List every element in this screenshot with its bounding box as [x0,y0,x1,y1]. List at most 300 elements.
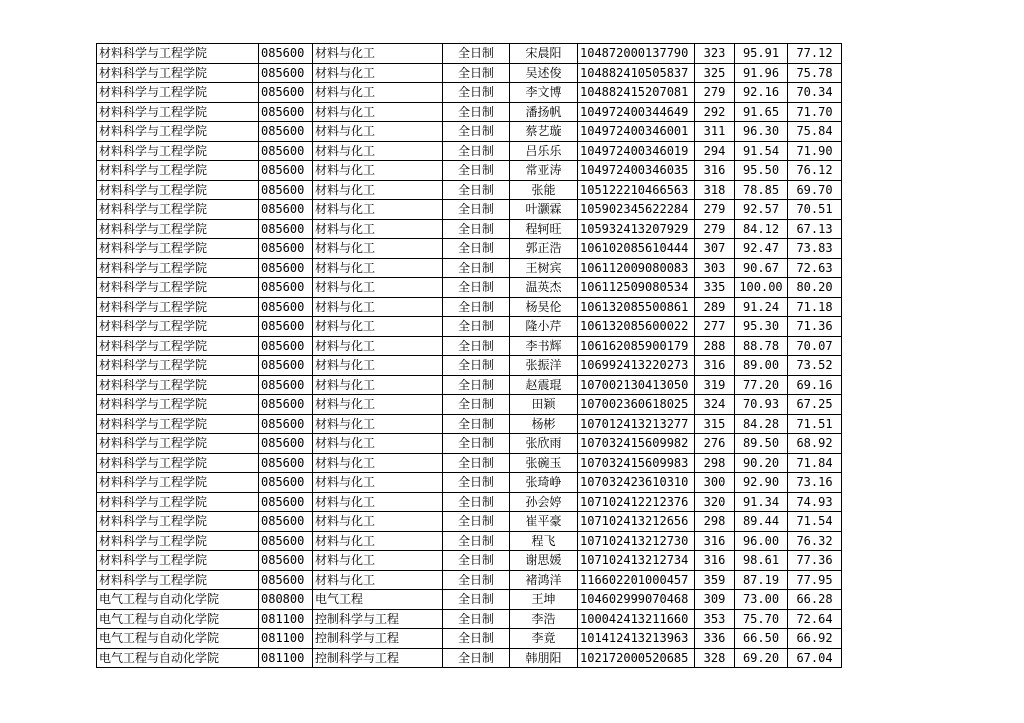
initial-score-cell: 319 [695,375,735,395]
student-name-cell: 张琦峥 [510,473,578,493]
student-name-cell: 程飞 [510,531,578,551]
major-code-cell: 085600 [259,239,313,259]
exam-id-cell: 107002130413050 [578,375,695,395]
study-mode-cell: 全日制 [443,375,510,395]
table-row [97,375,842,395]
total-score-cell: 70.07 [788,336,842,356]
exam-id-cell: 106132085600022 [578,317,695,337]
exam-id-cell: 106162085900179 [578,336,695,356]
initial-score-cell: 320 [695,492,735,512]
table-row [97,258,842,278]
total-score-cell: 77.36 [788,551,842,571]
major-code-cell: 085600 [259,122,313,142]
major-code-cell: 085600 [259,453,313,473]
student-name-cell: 吴述俊 [510,63,578,83]
student-name-cell: 张欣雨 [510,434,578,454]
student-name-cell: 潘扬帆 [510,102,578,122]
exam-id-cell: 106112509080534 [578,278,695,298]
exam-id-cell: 107032415609982 [578,434,695,454]
major-cell: 材料与化工 [313,570,443,590]
table-row [97,219,842,239]
major-code-cell: 085600 [259,375,313,395]
major-cell: 材料与化工 [313,278,443,298]
study-mode-cell: 全日制 [443,551,510,571]
table-row [97,356,842,376]
study-mode-cell: 全日制 [443,648,510,668]
retest-score-cell: 92.16 [735,83,788,103]
college-cell: 材料科学与工程学院 [97,180,259,200]
student-name-cell: 程轲旺 [510,219,578,239]
initial-score-cell: 289 [695,297,735,317]
study-mode-cell: 全日制 [443,531,510,551]
student-name-cell: 李竟 [510,629,578,649]
exam-id-cell: 105122210466563 [578,180,695,200]
total-score-cell: 69.16 [788,375,842,395]
retest-score-cell: 91.24 [735,297,788,317]
total-score-cell: 67.25 [788,395,842,415]
student-name-cell: 李浩 [510,609,578,629]
retest-score-cell: 84.28 [735,414,788,434]
total-score-cell: 66.28 [788,590,842,610]
major-cell: 控制科学与工程 [313,609,443,629]
major-code-cell: 081100 [259,609,313,629]
major-cell: 材料与化工 [313,434,443,454]
exam-id-cell: 102172000520685 [578,648,695,668]
initial-score-cell: 316 [695,356,735,376]
total-score-cell: 71.18 [788,297,842,317]
major-cell: 材料与化工 [313,239,443,259]
retest-score-cell: 70.93 [735,395,788,415]
college-cell: 材料科学与工程学院 [97,453,259,473]
retest-score-cell: 92.57 [735,200,788,220]
major-cell: 材料与化工 [313,63,443,83]
table-row [97,278,842,298]
major-cell: 材料与化工 [313,44,443,64]
total-score-cell: 66.92 [788,629,842,649]
total-score-cell: 77.12 [788,44,842,64]
college-cell: 材料科学与工程学院 [97,434,259,454]
study-mode-cell: 全日制 [443,180,510,200]
major-code-cell: 080800 [259,590,313,610]
study-mode-cell: 全日制 [443,83,510,103]
initial-score-cell: 279 [695,200,735,220]
college-cell: 材料科学与工程学院 [97,278,259,298]
retest-score-cell: 89.50 [735,434,788,454]
table-row [97,531,842,551]
major-cell: 材料与化工 [313,200,443,220]
major-cell: 材料与化工 [313,317,443,337]
table-row [97,590,842,610]
retest-score-cell: 91.54 [735,141,788,161]
exam-id-cell: 101412413213963 [578,629,695,649]
exam-id-cell: 105932413207929 [578,219,695,239]
initial-score-cell: 279 [695,83,735,103]
retest-score-cell: 75.70 [735,609,788,629]
college-cell: 材料科学与工程学院 [97,83,259,103]
college-cell: 材料科学与工程学院 [97,551,259,571]
student-name-cell: 张能 [510,180,578,200]
retest-score-cell: 95.50 [735,161,788,181]
major-code-cell: 081100 [259,648,313,668]
table-row [97,629,842,649]
exam-id-cell: 107032423610310 [578,473,695,493]
table-row [97,297,842,317]
college-cell: 材料科学与工程学院 [97,512,259,532]
table-row [97,453,842,473]
exam-id-cell: 104972400344649 [578,102,695,122]
exam-id-cell: 104872000137790 [578,44,695,64]
exam-id-cell: 104972400346001 [578,122,695,142]
college-cell: 材料科学与工程学院 [97,258,259,278]
initial-score-cell: 316 [695,161,735,181]
table-body [97,44,842,668]
major-cell: 材料与化工 [313,453,443,473]
college-cell: 材料科学与工程学院 [97,141,259,161]
major-code-cell: 085600 [259,258,313,278]
major-code-cell: 085600 [259,336,313,356]
initial-score-cell: 294 [695,141,735,161]
total-score-cell: 69.70 [788,180,842,200]
exam-id-cell: 107102412212376 [578,492,695,512]
study-mode-cell: 全日制 [443,336,510,356]
study-mode-cell: 全日制 [443,102,510,122]
table-row [97,200,842,220]
college-cell: 材料科学与工程学院 [97,317,259,337]
initial-score-cell: 336 [695,629,735,649]
total-score-cell: 68.92 [788,434,842,454]
major-cell: 材料与化工 [313,297,443,317]
study-mode-cell: 全日制 [443,570,510,590]
exam-id-cell: 107102413212734 [578,551,695,571]
initial-score-cell: 328 [695,648,735,668]
major-cell: 材料与化工 [313,551,443,571]
student-name-cell: 张碗玉 [510,453,578,473]
college-cell: 材料科学与工程学院 [97,161,259,181]
retest-score-cell: 95.91 [735,44,788,64]
major-cell: 控制科学与工程 [313,629,443,649]
major-cell: 材料与化工 [313,219,443,239]
study-mode-cell: 全日制 [443,317,510,337]
initial-score-cell: 277 [695,317,735,337]
student-name-cell: 韩朋阳 [510,648,578,668]
table-row [97,141,842,161]
college-cell: 电气工程与自动化学院 [97,648,259,668]
major-cell: 材料与化工 [313,161,443,181]
major-code-cell: 085600 [259,492,313,512]
major-code-cell: 085600 [259,278,313,298]
table-row [97,609,842,629]
total-score-cell: 73.83 [788,239,842,259]
study-mode-cell: 全日制 [443,434,510,454]
major-cell: 材料与化工 [313,180,443,200]
study-mode-cell: 全日制 [443,200,510,220]
student-name-cell: 吕乐乐 [510,141,578,161]
student-name-cell: 赵震琨 [510,375,578,395]
total-score-cell: 80.20 [788,278,842,298]
study-mode-cell: 全日制 [443,414,510,434]
table-row [97,434,842,454]
initial-score-cell: 316 [695,531,735,551]
total-score-cell: 74.93 [788,492,842,512]
college-cell: 材料科学与工程学院 [97,336,259,356]
retest-score-cell: 88.78 [735,336,788,356]
major-cell: 控制科学与工程 [313,648,443,668]
student-name-cell: 温英杰 [510,278,578,298]
total-score-cell: 71.84 [788,453,842,473]
college-cell: 电气工程与自动化学院 [97,629,259,649]
retest-score-cell: 96.30 [735,122,788,142]
student-name-cell: 李书辉 [510,336,578,356]
retest-score-cell: 90.20 [735,453,788,473]
retest-score-cell: 91.65 [735,102,788,122]
college-cell: 材料科学与工程学院 [97,239,259,259]
college-cell: 材料科学与工程学院 [97,102,259,122]
major-code-cell: 085600 [259,200,313,220]
college-cell: 材料科学与工程学院 [97,200,259,220]
table-row [97,551,842,571]
student-name-cell: 褚鸿洋 [510,570,578,590]
college-cell: 材料科学与工程学院 [97,492,259,512]
major-cell: 材料与化工 [313,414,443,434]
exam-id-cell: 106992413220273 [578,356,695,376]
student-name-cell: 崔平豪 [510,512,578,532]
major-code-cell: 085600 [259,317,313,337]
study-mode-cell: 全日制 [443,473,510,493]
major-code-cell: 085600 [259,356,313,376]
retest-score-cell: 69.20 [735,648,788,668]
student-name-cell: 郭正浩 [510,239,578,259]
student-name-cell: 田颖 [510,395,578,415]
study-mode-cell: 全日制 [443,395,510,415]
student-name-cell: 隆小芹 [510,317,578,337]
initial-score-cell: 353 [695,609,735,629]
total-score-cell: 72.64 [788,609,842,629]
college-cell: 材料科学与工程学院 [97,473,259,493]
initial-score-cell: 298 [695,512,735,532]
major-code-cell: 085600 [259,531,313,551]
major-code-cell: 085600 [259,570,313,590]
major-code-cell: 085600 [259,44,313,64]
study-mode-cell: 全日制 [443,141,510,161]
table-row [97,414,842,434]
table-row [97,336,842,356]
initial-score-cell: 298 [695,453,735,473]
initial-score-cell: 288 [695,336,735,356]
total-score-cell: 77.95 [788,570,842,590]
college-cell: 电气工程与自动化学院 [97,590,259,610]
table-row [97,473,842,493]
student-name-cell: 张振洋 [510,356,578,376]
exam-id-cell: 100042413211660 [578,609,695,629]
total-score-cell: 76.12 [788,161,842,181]
admission-table [96,43,842,668]
study-mode-cell: 全日制 [443,512,510,532]
initial-score-cell: 325 [695,63,735,83]
major-cell: 材料与化工 [313,473,443,493]
table-row [97,122,842,142]
total-score-cell: 75.78 [788,63,842,83]
study-mode-cell: 全日制 [443,609,510,629]
student-name-cell: 王坤 [510,590,578,610]
total-score-cell: 76.32 [788,531,842,551]
major-code-cell: 085600 [259,297,313,317]
table-row [97,570,842,590]
retest-score-cell: 84.12 [735,219,788,239]
initial-score-cell: 279 [695,219,735,239]
exam-id-cell: 106112009080083 [578,258,695,278]
total-score-cell: 72.63 [788,258,842,278]
college-cell: 材料科学与工程学院 [97,395,259,415]
exam-id-cell: 104882415207081 [578,83,695,103]
major-cell: 材料与化工 [313,122,443,142]
major-code-cell: 085600 [259,512,313,532]
initial-score-cell: 315 [695,414,735,434]
study-mode-cell: 全日制 [443,258,510,278]
table-row [97,648,842,668]
initial-score-cell: 303 [695,258,735,278]
initial-score-cell: 307 [695,239,735,259]
exam-id-cell: 104972400346035 [578,161,695,181]
major-cell: 材料与化工 [313,102,443,122]
table-row [97,180,842,200]
student-name-cell: 杨昊伦 [510,297,578,317]
exam-id-cell: 105902345622284 [578,200,695,220]
major-cell: 材料与化工 [313,395,443,415]
student-name-cell: 李文博 [510,83,578,103]
retest-score-cell: 92.47 [735,239,788,259]
table-row [97,102,842,122]
total-score-cell: 71.54 [788,512,842,532]
student-name-cell: 蔡艺璇 [510,122,578,142]
retest-score-cell: 89.44 [735,512,788,532]
major-code-cell: 085600 [259,102,313,122]
college-cell: 材料科学与工程学院 [97,570,259,590]
student-name-cell: 常亚涛 [510,161,578,181]
major-code-cell: 085600 [259,434,313,454]
initial-score-cell: 292 [695,102,735,122]
major-code-cell: 085600 [259,63,313,83]
retest-score-cell: 96.00 [735,531,788,551]
retest-score-cell: 66.50 [735,629,788,649]
study-mode-cell: 全日制 [443,63,510,83]
major-cell: 材料与化工 [313,492,443,512]
retest-score-cell: 92.90 [735,473,788,493]
major-cell: 材料与化工 [313,83,443,103]
exam-id-cell: 107102413212656 [578,512,695,532]
retest-score-cell: 77.20 [735,375,788,395]
exam-id-cell: 106132085500861 [578,297,695,317]
table-row [97,63,842,83]
exam-id-cell: 104972400346019 [578,141,695,161]
major-code-cell: 085600 [259,83,313,103]
initial-score-cell: 324 [695,395,735,415]
table-row [97,161,842,181]
college-cell: 材料科学与工程学院 [97,375,259,395]
college-cell: 材料科学与工程学院 [97,414,259,434]
major-cell: 材料与化工 [313,375,443,395]
exam-id-cell: 107102413212730 [578,531,695,551]
retest-score-cell: 91.96 [735,63,788,83]
major-code-cell: 085600 [259,551,313,571]
major-code-cell: 085600 [259,180,313,200]
college-cell: 材料科学与工程学院 [97,531,259,551]
exam-id-cell: 116602201000457 [578,570,695,590]
retest-score-cell: 73.00 [735,590,788,610]
major-code-cell: 085600 [259,161,313,181]
initial-score-cell: 309 [695,590,735,610]
exam-id-cell: 104602999070468 [578,590,695,610]
major-code-cell: 085600 [259,395,313,415]
study-mode-cell: 全日制 [443,278,510,298]
table-row [97,239,842,259]
total-score-cell: 73.52 [788,356,842,376]
table-row [97,512,842,532]
total-score-cell: 67.04 [788,648,842,668]
major-cell: 材料与化工 [313,356,443,376]
major-cell: 材料与化工 [313,141,443,161]
major-code-cell: 081100 [259,629,313,649]
total-score-cell: 73.16 [788,473,842,493]
major-cell: 材料与化工 [313,258,443,278]
study-mode-cell: 全日制 [443,297,510,317]
table-row [97,83,842,103]
student-name-cell: 杨彬 [510,414,578,434]
table-row [97,44,842,64]
retest-score-cell: 98.61 [735,551,788,571]
total-score-cell: 71.70 [788,102,842,122]
table-row [97,395,842,415]
total-score-cell: 67.13 [788,219,842,239]
initial-score-cell: 318 [695,180,735,200]
student-name-cell: 王树宾 [510,258,578,278]
student-name-cell: 叶灏霖 [510,200,578,220]
initial-score-cell: 359 [695,570,735,590]
table-row [97,317,842,337]
college-cell: 材料科学与工程学院 [97,219,259,239]
initial-score-cell: 323 [695,44,735,64]
study-mode-cell: 全日制 [443,453,510,473]
college-cell: 材料科学与工程学院 [97,122,259,142]
initial-score-cell: 300 [695,473,735,493]
major-cell: 材料与化工 [313,512,443,532]
retest-score-cell: 100.00 [735,278,788,298]
study-mode-cell: 全日制 [443,219,510,239]
table-row [97,492,842,512]
major-code-cell: 085600 [259,141,313,161]
study-mode-cell: 全日制 [443,239,510,259]
student-name-cell: 孙会婷 [510,492,578,512]
college-cell: 材料科学与工程学院 [97,44,259,64]
major-code-cell: 085600 [259,473,313,493]
exam-id-cell: 107032415609983 [578,453,695,473]
exam-id-cell: 107002360618025 [578,395,695,415]
college-cell: 电气工程与自动化学院 [97,609,259,629]
total-score-cell: 70.51 [788,200,842,220]
major-cell: 材料与化工 [313,531,443,551]
retest-score-cell: 91.34 [735,492,788,512]
study-mode-cell: 全日制 [443,122,510,142]
total-score-cell: 71.51 [788,414,842,434]
retest-score-cell: 95.30 [735,317,788,337]
study-mode-cell: 全日制 [443,356,510,376]
study-mode-cell: 全日制 [443,590,510,610]
total-score-cell: 71.90 [788,141,842,161]
study-mode-cell: 全日制 [443,492,510,512]
retest-score-cell: 90.67 [735,258,788,278]
initial-score-cell: 311 [695,122,735,142]
student-name-cell: 谢思媛 [510,551,578,571]
initial-score-cell: 276 [695,434,735,454]
